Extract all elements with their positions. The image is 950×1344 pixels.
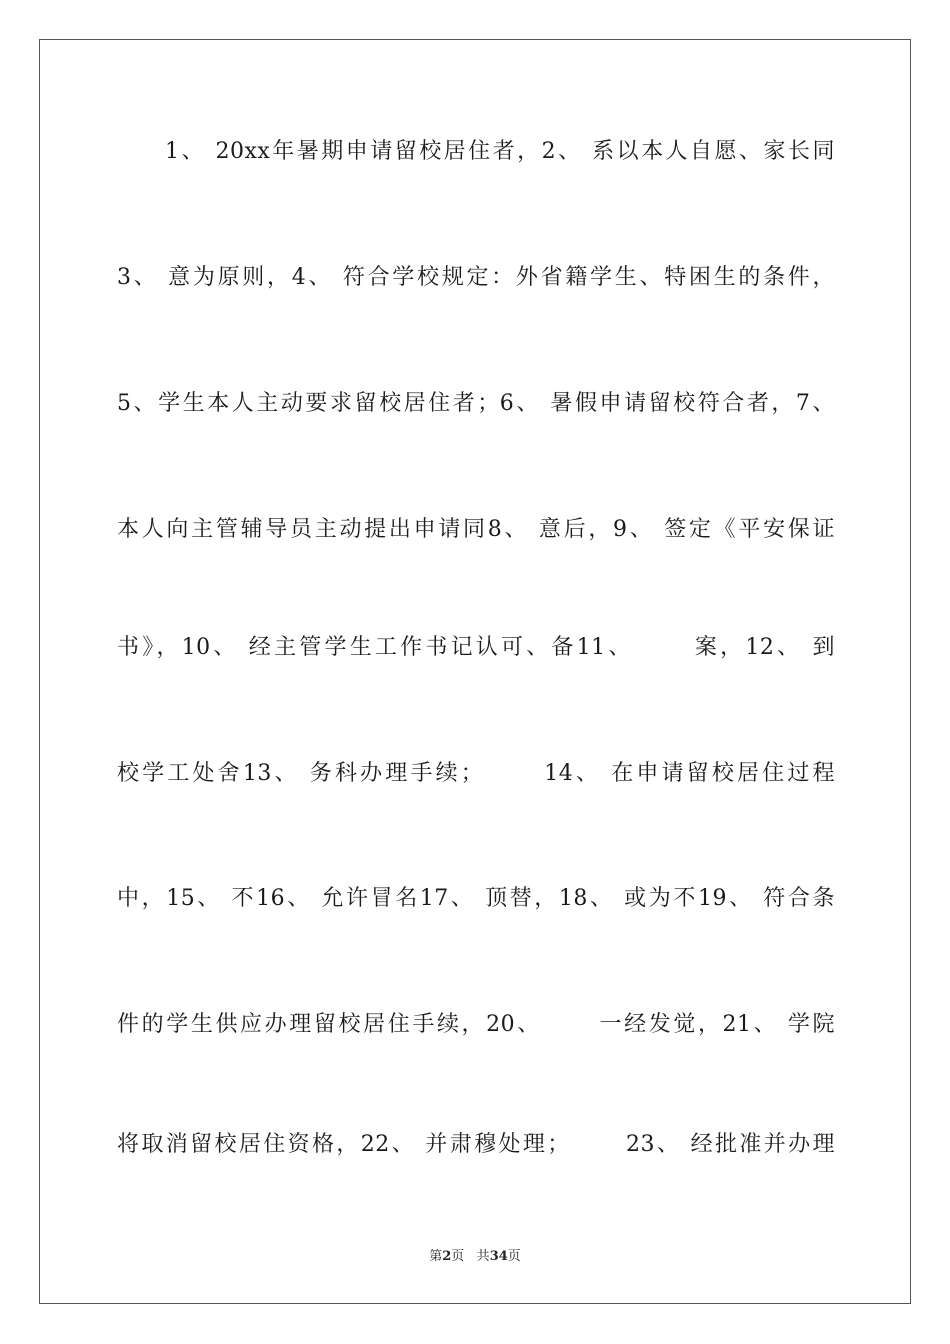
page-border [39, 39, 911, 1304]
body-text-line: 书》，10、 经主管学生工作书记认可、备11、 案，12、 到 [117, 635, 835, 660]
body-text-line: 件的学生供应办理留校居住手续，20、 一经发觉，21、 学院 [117, 1012, 835, 1037]
page-footer [0, 1248, 950, 1266]
total-prefix: 共 [476, 1249, 490, 1264]
body-text-line: 中，15、 不16、 允许冒名17、 顶替，18、 或为不19、 符合条 [117, 886, 835, 911]
body-text-line: 1、 20xx年暑期申请留校居住者，2、 系以本人自愿、家长同 [165, 139, 835, 164]
body-text-line: 本人向主管辅导员主动提出申请同8、 意后，9、 签定《平安保证 [117, 517, 835, 542]
body-text-line: 3、 意为原则，4、 符合学校规定：外省籍学生、特困生的条件， [117, 265, 835, 290]
page-number: 2 [442, 1249, 452, 1264]
total-pages: 34 [489, 1249, 508, 1264]
page-prefix: 第 [429, 1249, 443, 1264]
total-suffix: 页 [507, 1249, 521, 1264]
body-text-line: 5、学生本人主动要求留校居住者；6、 暑假申请留校符合者，7、 [117, 391, 835, 416]
page-suffix: 页 [451, 1249, 465, 1264]
body-text-line: 将取消留校居住资格，22、 并肃穆处理； 23、 经批准并办理 [117, 1132, 835, 1157]
body-text-line: 校学工处舍13、 务科办理手续； 14、 在申请留校居住过程 [117, 761, 835, 786]
